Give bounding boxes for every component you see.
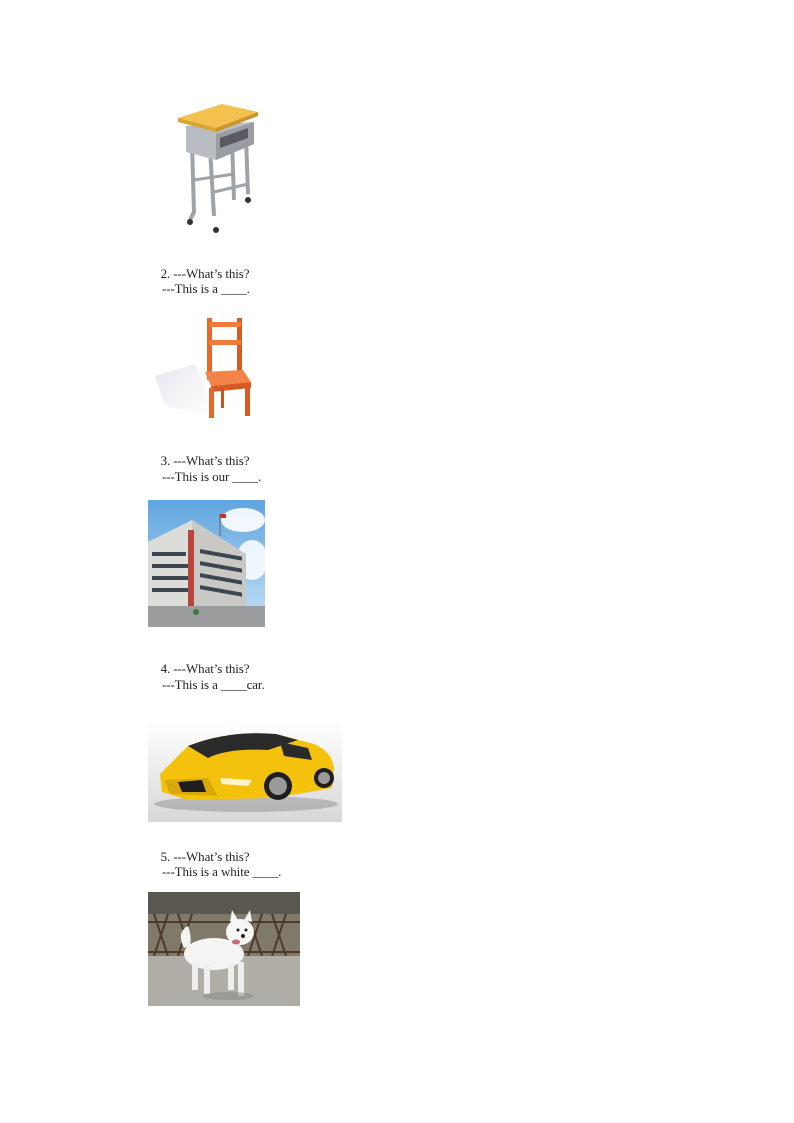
question-3-prompt-text: ---What’s this? bbox=[173, 453, 250, 468]
chair-photo bbox=[155, 316, 252, 420]
question-3-number: 3. bbox=[160, 453, 171, 468]
question-2-number: 2. bbox=[160, 266, 171, 281]
question-5-number: 5. bbox=[160, 849, 171, 864]
question-2-answer-line: ---This is a ____. bbox=[162, 281, 250, 296]
question-5-answer-line: ---This is a white ____. bbox=[162, 864, 282, 879]
school-building-photo bbox=[148, 500, 265, 627]
question-2-prompt-text: ---What’s this? bbox=[173, 266, 250, 281]
question-4-number: 4. bbox=[160, 661, 171, 676]
yellow-car-photo bbox=[148, 722, 342, 822]
question-4-prompt-text: ---What’s this? bbox=[173, 661, 250, 676]
desk-photo bbox=[170, 104, 262, 236]
question-3-answer-line: ---This is our ____. bbox=[162, 469, 262, 484]
question-5-prompt-text: ---What’s this? bbox=[173, 849, 250, 864]
question-4-answer-line: ---This is a ____car. bbox=[162, 677, 265, 692]
white-dog-photo bbox=[148, 892, 300, 1006]
